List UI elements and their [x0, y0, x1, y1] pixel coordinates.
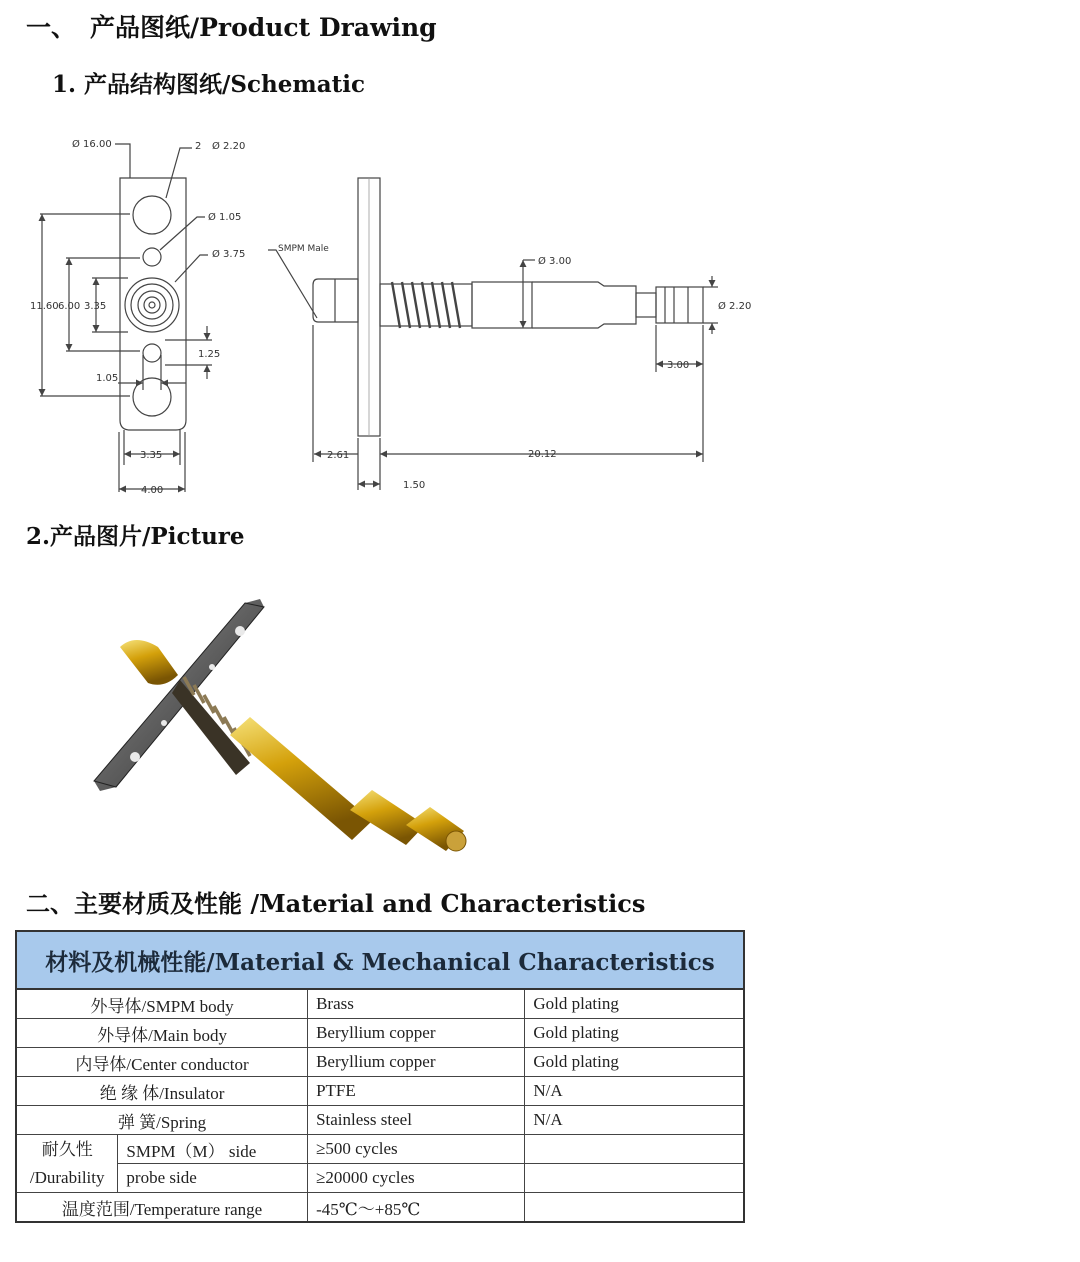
durability-label: 耐久性 /Durability: [16, 1135, 118, 1193]
dim-dia-16: Ø 16.00: [72, 139, 112, 150]
dim-h-1160: 11.60: [30, 301, 59, 312]
row-finish: Gold plating: [525, 1019, 744, 1048]
dim-dia-220: Ø 2.20: [212, 141, 246, 152]
table-row: [16, 1106, 744, 1135]
dim-len-261: 2.61: [327, 450, 350, 461]
row-finish: Gold plating: [525, 1048, 744, 1077]
row-finish: N/A: [525, 1077, 744, 1106]
row-material: Beryllium copper: [308, 1019, 525, 1048]
schematic-drawing: [0, 120, 780, 505]
row-finish: Gold plating: [525, 989, 744, 1019]
dim-w-400: 4.00: [141, 485, 164, 496]
section-2-heading: 二、主要材质及性能 /Material and Characteristics: [26, 889, 646, 918]
durability-side-smpm: SMPM（M） side: [118, 1135, 308, 1164]
label-smpm-male: SMPM Male: [278, 244, 329, 254]
row-label: 外导体/SMPM body: [16, 989, 308, 1019]
table-row-temperature: [16, 1193, 744, 1223]
table-row-durability: [16, 1135, 744, 1164]
dim-len-2012: 20.12: [528, 449, 557, 460]
front-view: [40, 144, 212, 492]
empty-cell: [525, 1135, 744, 1164]
dim-h-335: 3.35: [84, 301, 107, 312]
dim-len-300: 3.00: [667, 360, 690, 371]
table-row: [16, 1077, 744, 1106]
schematic-heading: 1. 产品结构图纸/Schematic: [52, 71, 365, 98]
dim-len-150: 1.50: [403, 480, 426, 491]
row-finish: N/A: [525, 1106, 744, 1135]
row-label: 绝 缘 体/Insulator: [16, 1077, 308, 1106]
dim-dia-300: Ø 3.00: [538, 256, 572, 267]
section-1-heading: 一、 产品图纸/Product Drawing: [26, 13, 437, 42]
dim-dia-220-side: Ø 2.20: [718, 301, 752, 312]
durability-value-probe: ≥20000 cycles: [308, 1164, 525, 1193]
durability-side-probe: probe side: [118, 1164, 308, 1193]
row-material: Stainless steel: [308, 1106, 525, 1135]
dim-dia-375: Ø 3.75: [212, 249, 246, 260]
temperature-value: -45℃～+85℃: [308, 1193, 525, 1223]
dim-w-335: 3.35: [140, 450, 163, 461]
temperature-label: 温度范围/Temperature range: [16, 1193, 308, 1223]
table-row: [16, 1019, 744, 1048]
table-header: 材料及机械性能/Material & Mechanical Characteristics: [16, 931, 744, 989]
row-label: 弹 簧/Spring: [16, 1106, 308, 1135]
product-photo: [80, 585, 480, 855]
row-label: 内导体/Center conductor: [16, 1048, 308, 1077]
dim-d-105: 1.05: [96, 373, 119, 384]
dim-dia-105: Ø 1.05: [208, 212, 242, 223]
picture-heading: 2.产品图片/Picture: [26, 523, 245, 550]
dim-count-2: 2: [195, 141, 202, 152]
dim-d-125: 1.25: [198, 349, 221, 360]
durability-value-smpm: ≥500 cycles: [308, 1135, 525, 1164]
empty-cell: [525, 1164, 744, 1193]
table-row-durability: [16, 1164, 744, 1193]
table-header-row: [16, 931, 744, 989]
dim-h-600: 6.00: [58, 301, 81, 312]
row-material: Beryllium copper: [308, 1048, 525, 1077]
empty-cell: [525, 1193, 744, 1223]
table-row: [16, 1048, 744, 1077]
row-material: PTFE: [308, 1077, 525, 1106]
side-view: [268, 178, 718, 490]
row-material: Brass: [308, 989, 525, 1019]
material-table: [15, 930, 745, 1223]
row-label: 外导体/Main body: [16, 1019, 308, 1048]
table-row: [16, 989, 744, 1019]
